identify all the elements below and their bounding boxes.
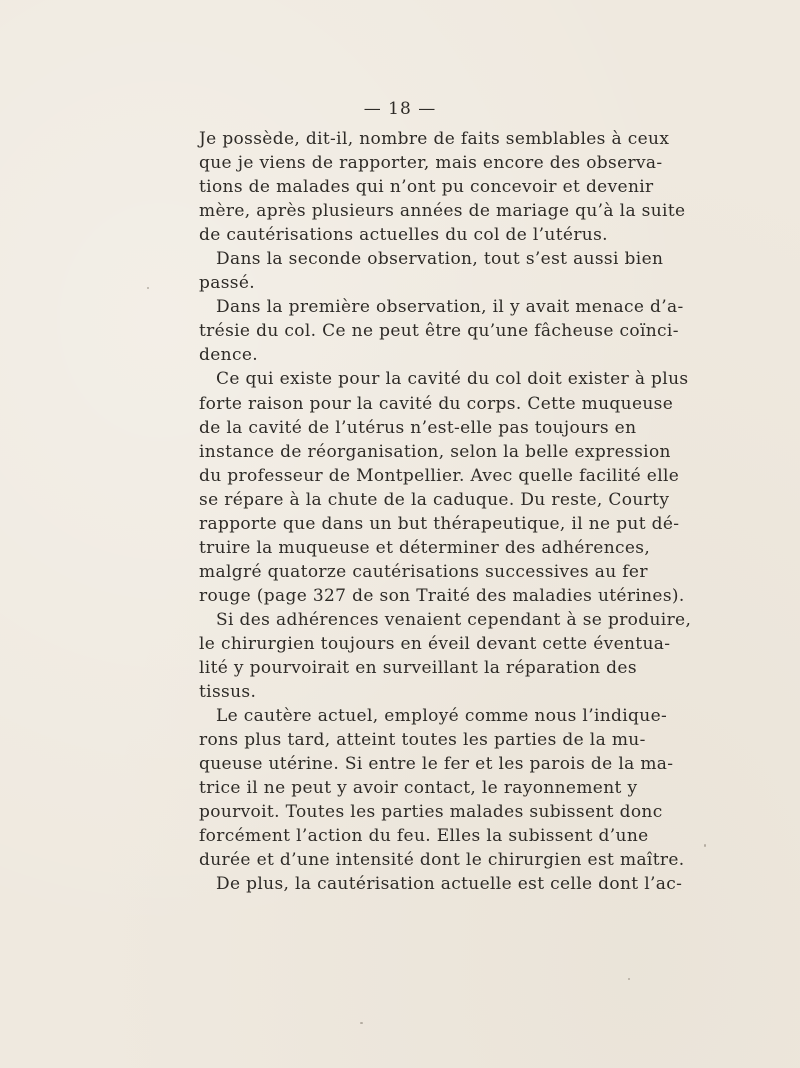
text-line: rons plus tard, atteint toutes les parties de la mu-	[199, 730, 646, 751]
text-line: Je possède, dit-il, nombre de faits semblables à ceux	[199, 129, 670, 149]
text-line: se répare à la chute de la caduque. Du reste, Courty	[199, 489, 670, 510]
text-line: malgré quatorze cautérisations successives au fer	[199, 561, 648, 582]
text-line: de la cavité de l’utérus n’est-elle pas toujours en	[199, 417, 637, 438]
text-line: Ce qui existe pour la cavité du col doit exister à plus	[216, 369, 689, 390]
text-line: passé.	[199, 273, 256, 294]
text-line: trice il ne peut y avoir contact, le rayonnement y	[199, 778, 638, 799]
paper-speck	[704, 844, 706, 847]
text-line: forte raison pour la cavité du corps. Cette muqueuse	[199, 393, 674, 414]
text-line: Dans la première observation, il y avait menace d’a-	[216, 297, 684, 318]
paper-speck	[147, 287, 149, 289]
paper-speck	[628, 978, 630, 980]
text-line: truire la muqueuse et déterminer des adhérences,	[199, 537, 651, 558]
text-line: De plus, la cautérisation actuelle est celle dont l’ac-	[216, 874, 683, 895]
page-number: — 18 —	[363, 99, 437, 119]
paper-speck	[360, 1022, 363, 1024]
text-line: le chirurgien toujours en éveil devant cette éventua-	[199, 633, 671, 654]
text-line: mère, après plusieurs années de mariage qu’à la suite	[199, 201, 686, 222]
text-line: que je viens de rapporter, mais encore des observa-	[199, 153, 663, 174]
text-line: rapporte que dans un but thérapeutique, il ne put dé-	[199, 513, 680, 534]
text-line: forcément l’action du feu. Elles la subissent d’une	[199, 826, 649, 847]
text-line: Dans la seconde observation, tout s’est aussi bien	[216, 249, 664, 270]
text-line: pourvoit. Toutes les parties malades subissent donc	[199, 802, 663, 823]
text-line: Le cautère actuel, employé comme nous l’indique-	[216, 706, 668, 727]
body-text	[199, 127, 692, 897]
text-line: lité y pourvoirait en surveillant la réparation des	[199, 658, 637, 679]
text-line: queuse utérine. Si entre le fer et les parois de la ma-	[199, 754, 674, 775]
text-line: instance de réorganisation, selon la belle expression	[199, 441, 671, 462]
text-line: trésie du col. Ce ne peut être qu’une fâcheuse coïnci-	[199, 321, 679, 342]
text-line: tissus.	[199, 682, 257, 703]
text-line: rouge (page 327 de son Traité des maladies utérines).	[199, 585, 685, 606]
text-line: de cautérisations actuelles du col de l’utérus.	[199, 225, 608, 246]
text-line: dence.	[199, 345, 258, 366]
text-line: tions de malades qui n’ont pu concevoir et devenir	[199, 177, 654, 198]
text-line: du professeur de Montpellier. Avec quelle facilité elle	[199, 465, 680, 486]
text-line: durée et d’une intensité dont le chirurgien est maître.	[199, 850, 685, 871]
text-line: Si des adhérences venaient cependant à se produire,	[216, 609, 692, 630]
